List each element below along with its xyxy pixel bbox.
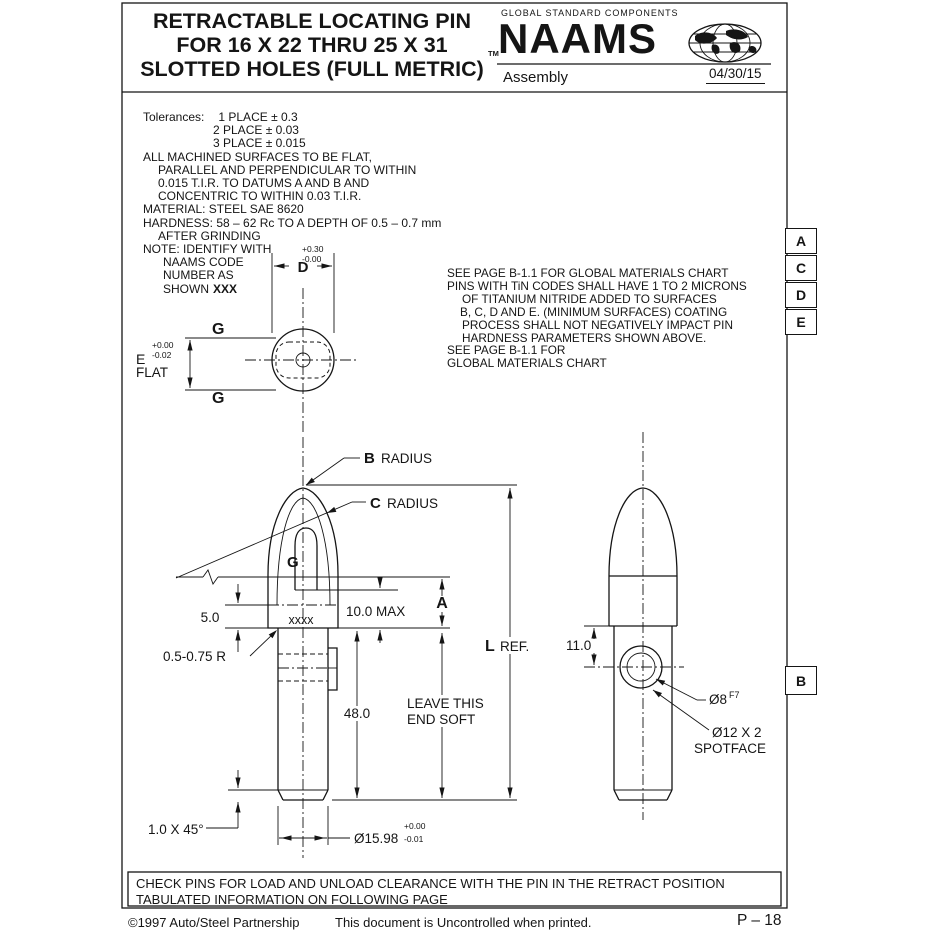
soft-note-line2: END SOFT xyxy=(407,712,476,727)
materials-line-8: GLOBAL MATERIALS CHART xyxy=(447,356,607,371)
check-note xyxy=(136,876,725,908)
dim-g-top-label: G xyxy=(212,321,225,338)
dim-e-flat-label: FLAT xyxy=(136,365,169,380)
dim-e-label: E xyxy=(136,351,146,367)
page-title-line1: RETRACTABLE LOCATING PIN xyxy=(152,9,472,33)
dim-e-tol-minus: -0.02 xyxy=(152,350,172,360)
shaft-dia-label: Ø15.98 xyxy=(354,831,399,846)
materials-line-5: PROCESS SHALL NOT NEGATIVELY IMPACT PIN xyxy=(462,317,733,332)
hole-dia-label: Ø8 xyxy=(709,692,728,707)
hole-offset-label: 11.0 xyxy=(566,638,592,653)
check-note-line1: CHECK PINS FOR LOAD AND UNLOAD CLEARANCE WITH THE PIN IN THE RETRACT POSITION xyxy=(136,876,725,891)
soft-note-line1: LEAVE THIS xyxy=(407,696,484,711)
category-label: Assembly xyxy=(503,69,569,86)
brand-logo: NAAMS xyxy=(498,15,657,62)
dim-10max-label: 10.0 MAX xyxy=(346,604,406,619)
shaft-dia-tol-plus: +0.00 xyxy=(404,821,426,831)
footer-disclaimer: This document is Uncontrolled when printed. xyxy=(335,915,592,930)
dim-d-label: D xyxy=(297,259,309,276)
hole-fit-label: F7 xyxy=(729,690,740,700)
datum-box-c: C xyxy=(785,255,817,281)
id-note-2: NAAMS CODE xyxy=(163,255,244,270)
revision-date: 04/30/15 xyxy=(706,66,765,84)
front-view xyxy=(148,437,537,858)
machined-note-4: CONCENTRIC TO WITHIN 0.03 T.I.R. xyxy=(158,189,362,204)
id-note-1: NOTE: IDENTIFY WITH xyxy=(143,242,272,257)
materials-note xyxy=(447,267,747,370)
tolerance-1: 1 PLACE ± 0.3 xyxy=(218,110,298,124)
shoulder-radius-label: 0.5-0.75 R xyxy=(163,649,227,664)
page-title-line3: SLOTTED HOLES (FULL METRIC) xyxy=(140,57,484,81)
machined-note-2: PARALLEL AND PERPENDICULAR TO WITHIN xyxy=(158,162,417,177)
dim-g-slot-label: G xyxy=(287,554,299,571)
id-note-4: SHOWN xyxy=(163,281,209,296)
b-radius-word: RADIUS xyxy=(381,451,433,466)
footer-page-number: P – 18 xyxy=(737,912,782,929)
dim-48-label: 48.0 xyxy=(343,706,371,721)
hardness-note-1: HARDNESS: 58 – 62 Rc TO A DEPTH OF 0.5 – 0.7 mm xyxy=(143,215,442,230)
spotface-label-1: Ø12 X 2 xyxy=(712,725,762,740)
spotface-label-2: SPOTFACE xyxy=(694,741,767,756)
dim-d-tol-plus: +0.30 xyxy=(302,244,324,254)
tolerances-label: Tolerances: xyxy=(143,110,205,124)
c-radius-letter: C xyxy=(370,495,381,512)
dim-5-label: 5.0 xyxy=(200,610,220,625)
materials-line-2: PINS WITH TiN CODES SHALL HAVE 1 TO 2 MICRONS xyxy=(447,278,747,293)
materials-line-7: SEE PAGE B-1.1 FOR xyxy=(447,343,566,358)
dim-l-label: L xyxy=(485,638,495,655)
c-radius-word: RADIUS xyxy=(387,496,439,511)
materials-line-6: HARDNESS PARAMETERS SHOWN ABOVE. xyxy=(462,330,707,345)
dim-l-ref-label: REF. xyxy=(500,639,530,654)
side-view xyxy=(563,432,766,820)
check-note-line2: TABULATED INFORMATION ON FOLLOWING PAGE xyxy=(136,892,448,907)
logo-tagline: GLOBAL STANDARD COMPONENTS xyxy=(501,8,679,18)
machined-note-3: 0.015 T.I.R. TO DATUMS A AND B AND xyxy=(158,176,370,191)
datum-box-d: D xyxy=(785,282,817,308)
materials-line-3: OF TITANIUM NITRIDE ADDED TO SURFACES xyxy=(462,291,717,306)
dim-g-bottom-label: G xyxy=(212,390,225,407)
page-title-line2: FOR 16 X 22 THRU 25 X 31 xyxy=(176,33,448,57)
datum-box-e: E xyxy=(785,309,817,335)
trademark-symbol: TM xyxy=(488,49,499,58)
dim-e-tol-plus: +0.00 xyxy=(152,340,174,350)
datum-box-b: B xyxy=(785,666,817,695)
id-note-code: XXX xyxy=(213,281,238,296)
globe-icon xyxy=(689,24,761,62)
b-radius-letter: B xyxy=(364,450,375,467)
datum-box-a: A xyxy=(785,228,817,254)
id-mark-label: xxxx xyxy=(288,613,314,627)
footer-copyright: ©1997 Auto/Steel Partnership xyxy=(128,915,300,930)
tolerance-2: 2 PLACE ± 0.03 xyxy=(213,123,299,138)
title-block xyxy=(126,9,498,81)
dim-d-tol-minus: -0.00 xyxy=(302,254,322,264)
materials-line-4: B, C, D AND E. (MINIMUM SURFACES) COATING xyxy=(460,304,728,319)
materials-line-1: SEE PAGE B-1.1 FOR GLOBAL MATERIALS CHART xyxy=(447,266,729,280)
id-note-3: NUMBER AS xyxy=(163,268,234,283)
chamfer-label: 1.0 X 45° xyxy=(148,822,204,837)
shaft-dia-tol-minus: -0.01 xyxy=(404,834,424,844)
hardness-note-2: AFTER GRINDING xyxy=(158,228,261,243)
spec-notes xyxy=(143,111,441,296)
tolerance-3: 3 PLACE ± 0.015 xyxy=(213,136,306,151)
material-note: MATERIAL: STEEL SAE 8620 xyxy=(143,202,304,217)
dim-a-label: A xyxy=(436,595,448,612)
machined-note-1: ALL MACHINED SURFACES TO BE FLAT, xyxy=(143,149,372,164)
